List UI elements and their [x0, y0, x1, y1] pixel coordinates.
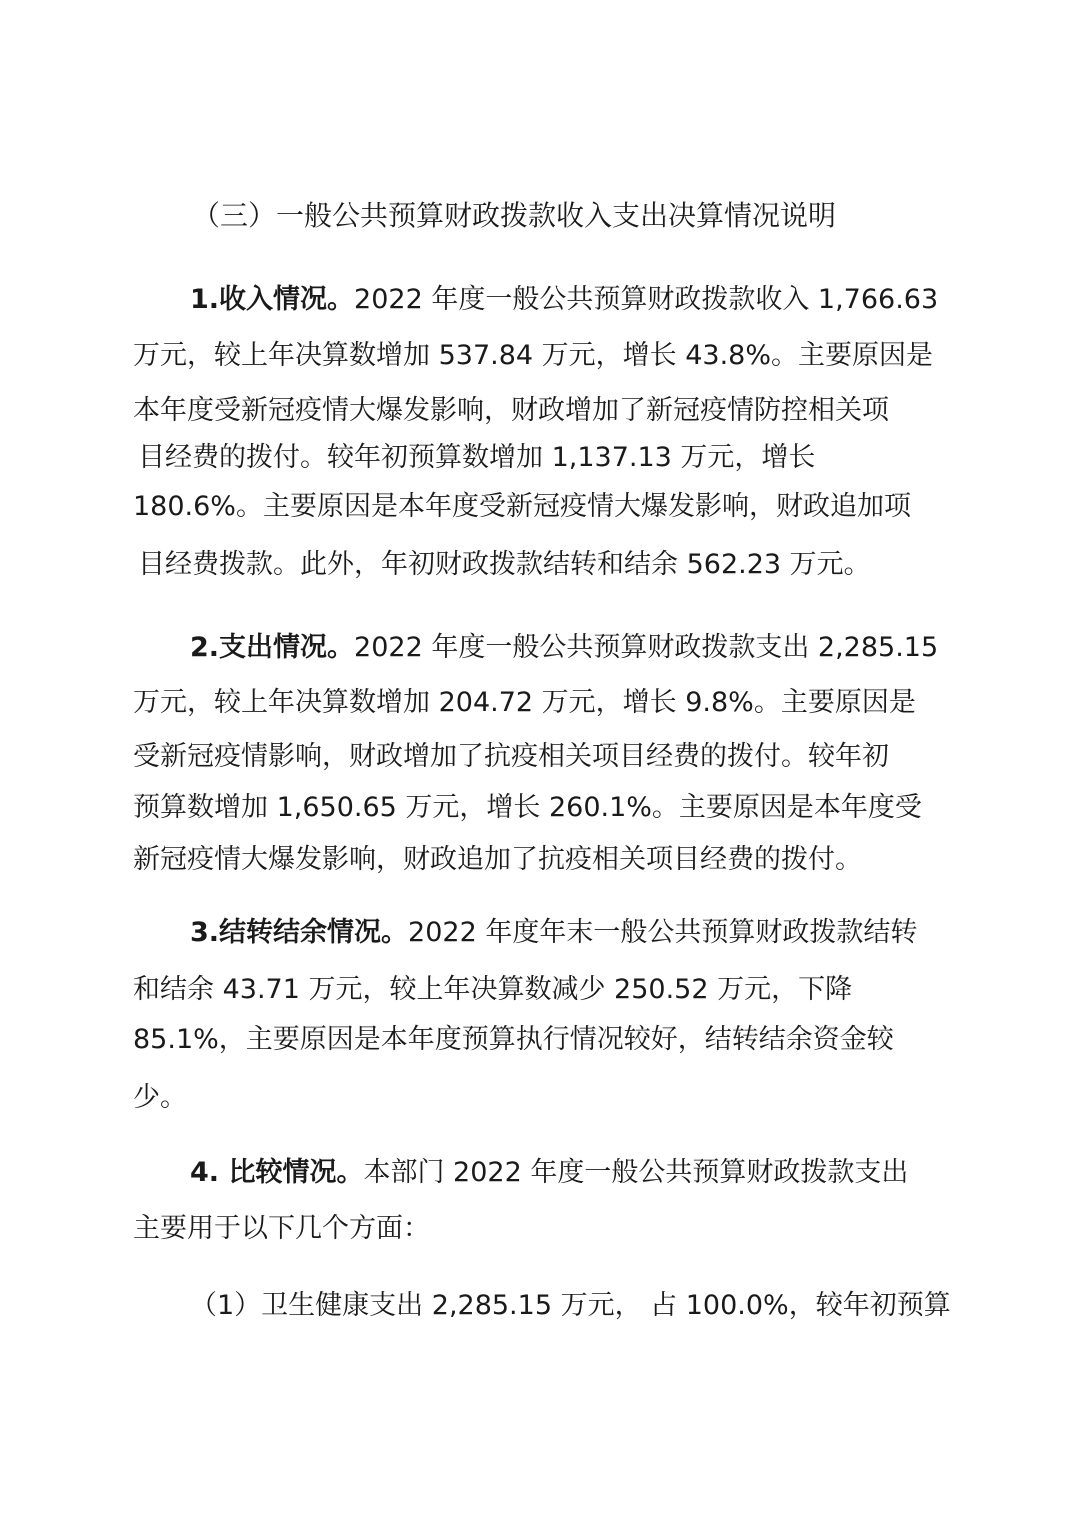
income-lead: 1.收入情况。: [190, 284, 355, 315]
balance-first-line: [190, 913, 917, 953]
balance-text-line: 和结余 43.71 万元，较上年决算数减少 250.52 万元，下降: [133, 974, 853, 1005]
expenditure-text-line: 万元，较上年决算数增加 204.72 万元，增长 9.8%。主要原因是: [133, 687, 916, 718]
expenditure-lead: 2.支出情况。: [190, 632, 355, 663]
balance-text-line: 2022 年度年末一般公共预算财政拨款结转: [408, 917, 918, 948]
balance-text-line: 85.1%，主要原因是本年度预算执行情况较好，结转结余资金较: [133, 1024, 894, 1055]
income-text-line: 本年度受新冠疫情大爆发影响，财政增加了新冠疫情防控相关项: [133, 395, 889, 426]
balance-lead: 3.结转结余情况。: [190, 917, 409, 948]
income-first-line: [190, 280, 938, 320]
expenditure-text-line: 2022 年度一般公共预算财政拨款支出 2,285.15: [354, 632, 939, 663]
expenditure-text-line: 新冠疫情大爆发影响，财政追加了抗疫相关项目经费的拨付。: [133, 844, 862, 875]
income-text-line: 目经费拨款。此外，年初财政拨款结转和结余 562.23 万元。: [138, 549, 871, 580]
income-text-line: 目经费的拨付。较年初预算数增加 1,137.13 万元，增长: [138, 442, 816, 473]
comparison-text-line: 本部门 2022 年度一般公共预算财政拨款支出: [363, 1157, 909, 1188]
comparison-text-line: 主要用于以下几个方面：: [133, 1213, 430, 1244]
comparison-first-line: [190, 1153, 908, 1193]
income-text-line: 180.6%。主要原因是本年度受新冠疫情大爆发影响，财政追加项: [133, 491, 911, 522]
expenditure-text-line: 受新冠疫情影响，财政增加了抗疫相关项目经费的拨付。较年初: [133, 741, 889, 772]
expenditure-first-line: [190, 628, 938, 668]
income-text-line: 万元，较上年决算数增加 537.84 万元，增长 43.8%。主要原因是: [133, 340, 933, 371]
health-expenditure-item: （1）卫生健康支出 2,285.15 万元， 占 100.0%，较年初预算: [190, 1290, 951, 1321]
balance-text-line: 少。: [133, 1082, 187, 1113]
income-text-line: 2022 年度一般公共预算财政拨款收入 1,766.63: [354, 284, 939, 315]
comparison-lead: 4. 比较情况。: [190, 1157, 364, 1188]
expenditure-text-line: 预算数增加 1,650.65 万元，增长 260.1%。主要原因是本年度受: [133, 792, 922, 823]
section-heading: （三）一般公共预算财政拨款收入支出决算情况说明: [192, 199, 837, 232]
